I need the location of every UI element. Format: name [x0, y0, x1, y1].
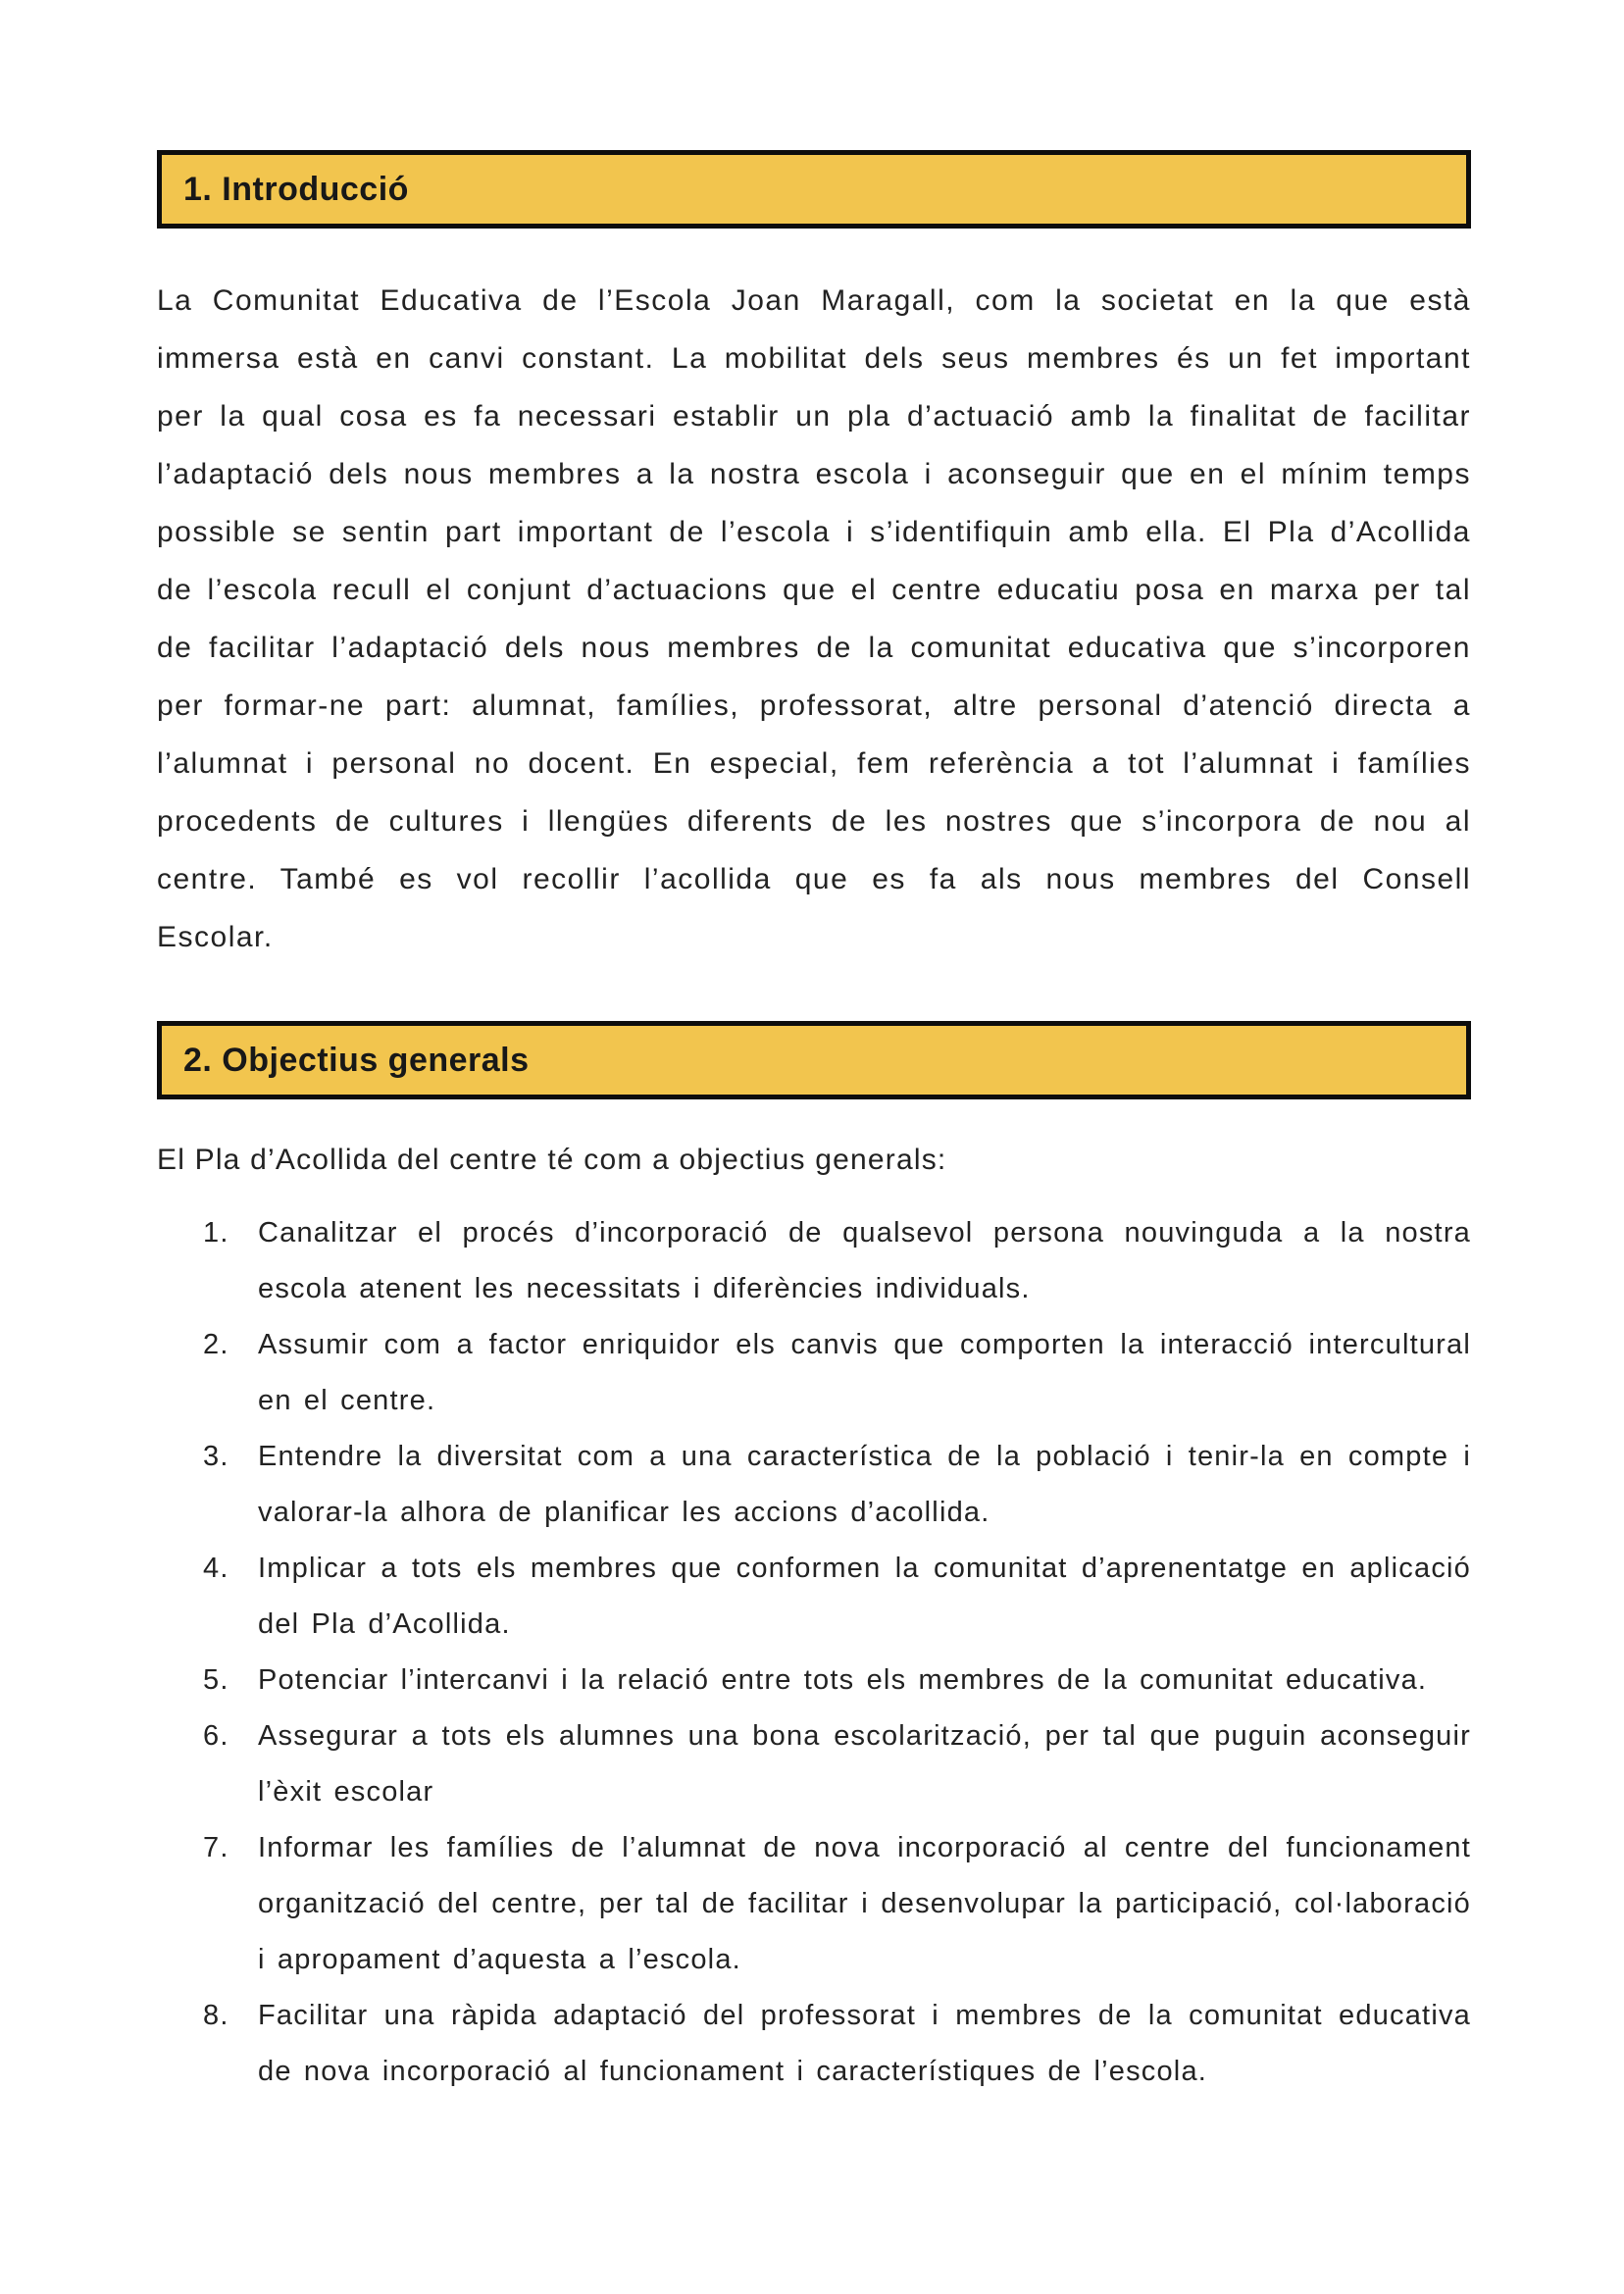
list-item-number: 2. — [203, 1329, 229, 1360]
list-item-text: Potenciar l’intercanvi i la relació entre tots els membres de la comunitat educativa. — [258, 1664, 1428, 1696]
section-heading-introduccio — [157, 150, 1471, 229]
section-heading-objectius-generals-label: 2. Objectius generals — [183, 1041, 530, 1079]
list-item-text: Informar les famílies de l’alumnat de nova incorporació al centre del funcionament organització del centre, per tal de facilitar i desenvolupar la participació, col·laboració i apropament d’aquesta a l’escola. — [258, 1832, 1471, 1975]
list-item-text: Canalitzar el procés d’incorporació de qualsevol persona nouvinguda a la nostra escola atenent les necessitats i diferències individuals. — [258, 1217, 1471, 1304]
list-item — [157, 1708, 1471, 1820]
list-item-number: 8. — [203, 2000, 229, 2031]
list-item — [157, 1317, 1471, 1429]
list-item-text: Assegurar a tots els alumnes una bona escolarització, per tal que puguin aconseguir l’èxit escolar — [258, 1720, 1471, 1808]
list-item-number: 3. — [203, 1441, 229, 1472]
list-item — [157, 1429, 1471, 1541]
list-item-number: 1. — [203, 1217, 229, 1249]
list-item-text: Implicar a tots els membres que conformen la comunitat d’aprenentatge en aplicació del Pla d’Acollida. — [258, 1553, 1471, 1640]
objectives-list — [157, 1205, 1471, 2100]
list-item-number: 4. — [203, 1553, 229, 1584]
list-item — [157, 1205, 1471, 1317]
list-item — [157, 1541, 1471, 1653]
objectives-intro: El Pla d’Acollida del centre té com a objectius generals: — [157, 1144, 947, 1176]
introduccio-paragraph: La Comunitat Educativa de l’Escola Joan Maragall, com la societat en la que està immersa està en canvi constant. La mobilitat dels seus membres és un fet important per la qual cosa es fa necessari establir un pla d’actuació amb la finalitat de facilitar l’adaptació dels nous membres a la nostra escola i aconseguir que en el mínim temps possible se sentin part important de l’escola i s’identifiquin amb ella. El Pla d’Acollida de l’escola recull el conjunt d’actuacions que el centre educatiu posa en marxa per tal de facilitar l’adaptació dels nous membres de la comunitat educativa que s’incorporen per formar-ne part: alumnat, famílies, professorat, altre personal d’atenció directa a l’alumnat i personal no docent. En especial, fem referència a tot l’alumnat i famílies procedents de cultures i llengües diferents de les nostres que s’incorpora de nou al centre. També es vol recollir l’acollida que es fa als nous membres del Consell Escolar. — [157, 284, 1471, 953]
list-item-number: 7. — [203, 1832, 229, 1863]
list-item-text: Assumir com a factor enriquidor els canvis que comporten la interacció intercultural en el centre. — [258, 1329, 1471, 1416]
list-item-number: 6. — [203, 1720, 229, 1752]
list-item-text: Facilitar una ràpida adaptació del professorat i membres de la comunitat educativa de nova incorporació al funcionament i característiques de l’escola. — [258, 2000, 1471, 2087]
list-item-text: Entendre la diversitat com a una característica de la població i tenir-la en compte i valorar-la alhora de planificar les accions d’acollida. — [258, 1441, 1471, 1528]
section-heading-objectius-generals — [157, 1021, 1471, 1099]
list-item — [157, 1653, 1471, 1708]
section-heading-introduccio-label: 1. Introducció — [183, 170, 409, 208]
list-item-number: 5. — [203, 1664, 229, 1696]
list-item — [157, 1988, 1471, 2100]
list-item — [157, 1820, 1471, 1988]
